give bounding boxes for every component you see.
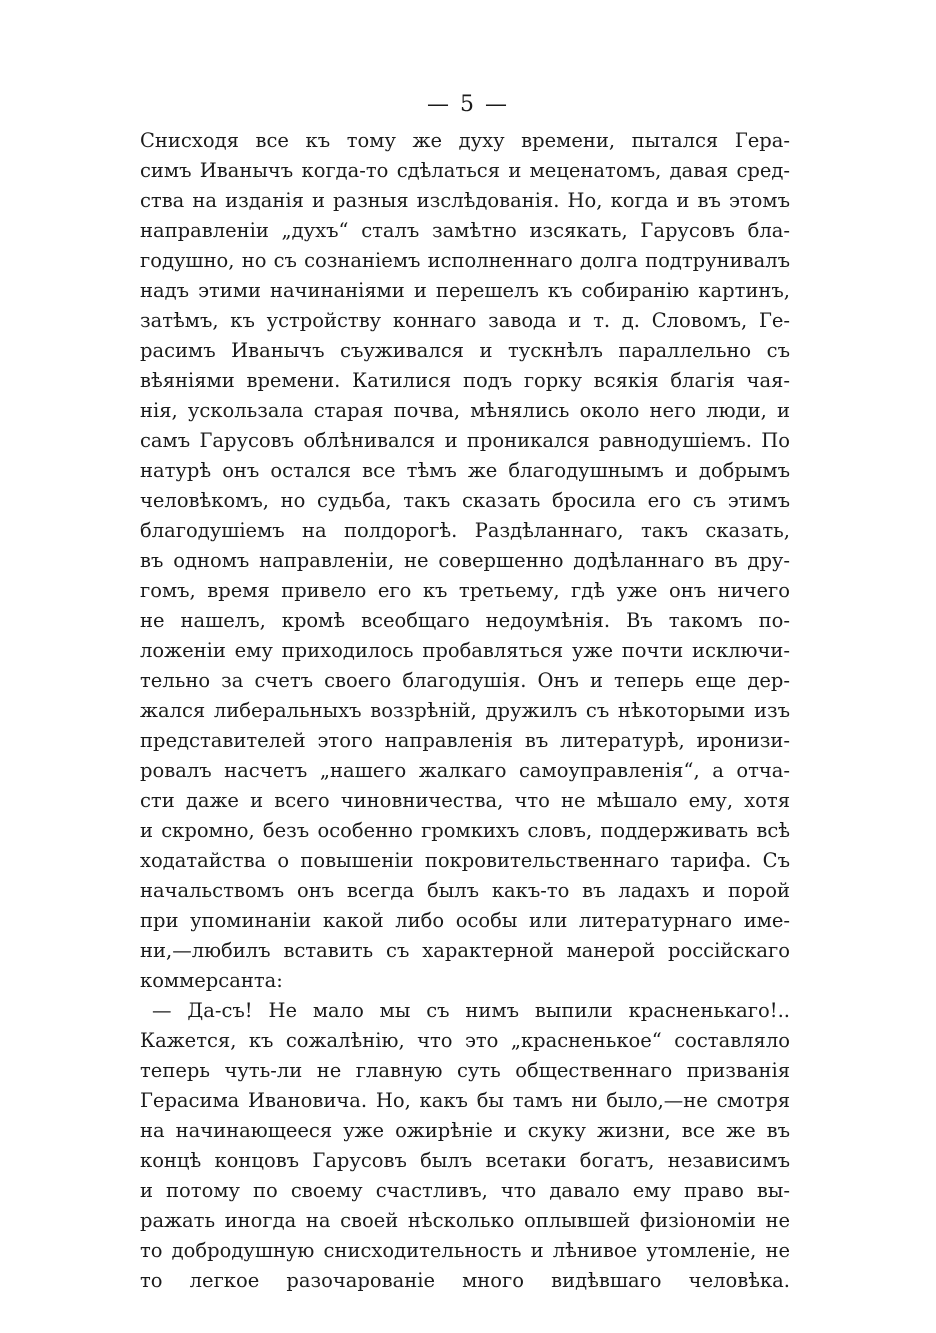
text-line: ровалъ насчетъ „нашего жалкаго самоуправленія“, а отча- xyxy=(140,759,790,782)
text-line: Герасима Ивановича. Но, какъ бы тамъ ни было,—не смотря xyxy=(140,1089,790,1112)
text-line: то добродушную снисходительность и лѣнивое утомленіе, не xyxy=(140,1239,790,1262)
text-line: ложеніи ему приходилось пробавляться уже почти исключи- xyxy=(140,639,790,662)
text-line: Кажется, къ сожалѣнію, что это „красненькое“ составляло xyxy=(140,1029,790,1052)
text-line: ни,—любилъ вставить съ характерной манерой россійскаго xyxy=(140,939,790,962)
text-line: и скромно, безъ особенно громкихъ словъ, поддерживать всѣ xyxy=(140,819,790,842)
text-line: то легкое разочарованіе много видѣвшаго человѣка. xyxy=(140,1269,790,1292)
body-text xyxy=(140,126,790,1296)
page-number: — 5 — xyxy=(427,92,509,117)
text-line: на начинающееся уже ожирѣніе и скуку жизни, все же въ xyxy=(140,1119,790,1142)
text-line: сти даже и всего чиновничества, что не мѣшало ему, хотя xyxy=(140,789,790,812)
text-line: затѣмъ, къ устройству коннаго завода и т. д. Словомъ, Ге- xyxy=(140,309,790,332)
text-line: ходатайства о повышеніи покровительственнаго тарифа. Съ xyxy=(140,849,790,872)
text-line: теперь чуть-ли не главную суть общественнаго призванія xyxy=(140,1059,790,1082)
text-line: натурѣ онъ остался все тѣмъ же благодушнымъ и добрымъ xyxy=(140,459,790,482)
text-line: тельно за счетъ своего благодушія. Онъ и теперь еще дер- xyxy=(140,669,790,692)
text-line: — Да-съ! Не мало мы съ нимъ выпили красненькаго!.. xyxy=(152,999,790,1022)
text-line: благодушіемъ на полдорогѣ. Раздѣланнаго, такъ сказать, xyxy=(140,519,790,542)
text-line: ражать иногда на своей нѣсколько оплывшей физіономіи не xyxy=(140,1209,790,1232)
text-line: вѣяніями времени. Катилися подъ горку всякія благія чая- xyxy=(140,369,790,392)
text-line: гомъ, время привело его къ третьему, гдѣ уже онъ ничего xyxy=(140,579,790,602)
text-line: при упоминаніи какой либо особы или литературнаго име- xyxy=(140,909,790,932)
text-line: годушно, но съ сознаніемъ исполненнаго долга подтрунивалъ xyxy=(140,249,790,272)
text-line: концѣ концовъ Гарусовъ былъ всетаки богатъ, независимъ xyxy=(140,1149,790,1172)
text-line: въ одномъ направленіи, не совершенно додѣланнаго въ дру- xyxy=(140,549,790,572)
text-line: надъ этими начинаніями и перешелъ къ собиранію картинъ, xyxy=(140,279,790,302)
text-line: жался либеральныхъ воззрѣній, дружилъ съ нѣкоторыми изъ xyxy=(140,699,790,722)
text-line: представителей этого направленія въ литературѣ, иронизи- xyxy=(140,729,790,752)
text-line: начальствомъ онъ всегда былъ какъ-то въ ладахъ и порой xyxy=(140,879,790,902)
text-line: человѣкомъ, но судьба, такъ сказать бросила его съ этимъ xyxy=(140,489,790,512)
text-line: коммерсанта: xyxy=(140,969,283,992)
text-line: самъ Гарусовъ облѣнивался и проникался равнодушіемъ. По xyxy=(140,429,790,452)
text-line: не нашелъ, кромѣ всеобщаго недоумѣнія. Въ такомъ по- xyxy=(140,609,790,632)
text-line: симъ Иванычъ когда-то сдѣлаться и меценатомъ, давая сред- xyxy=(140,159,790,182)
text-line: расимъ Иванычъ съуживался и тускнѣлъ параллельно съ xyxy=(140,339,790,362)
text-line: направленіи „духъ“ сталъ замѣтно изсякать, Гарусовъ бла- xyxy=(140,219,790,242)
text-line: нія, ускользала старая почва, мѣнялись около него люди, и xyxy=(140,399,790,422)
text-line: и потому по своему счастливъ, что давало ему право вы- xyxy=(140,1179,790,1202)
text-line: ства на изданія и разныя изслѣдованія. Но, когда и въ этомъ xyxy=(140,189,790,212)
text-line: Снисходя все къ тому же духу времени, пытался Гера- xyxy=(140,129,790,152)
